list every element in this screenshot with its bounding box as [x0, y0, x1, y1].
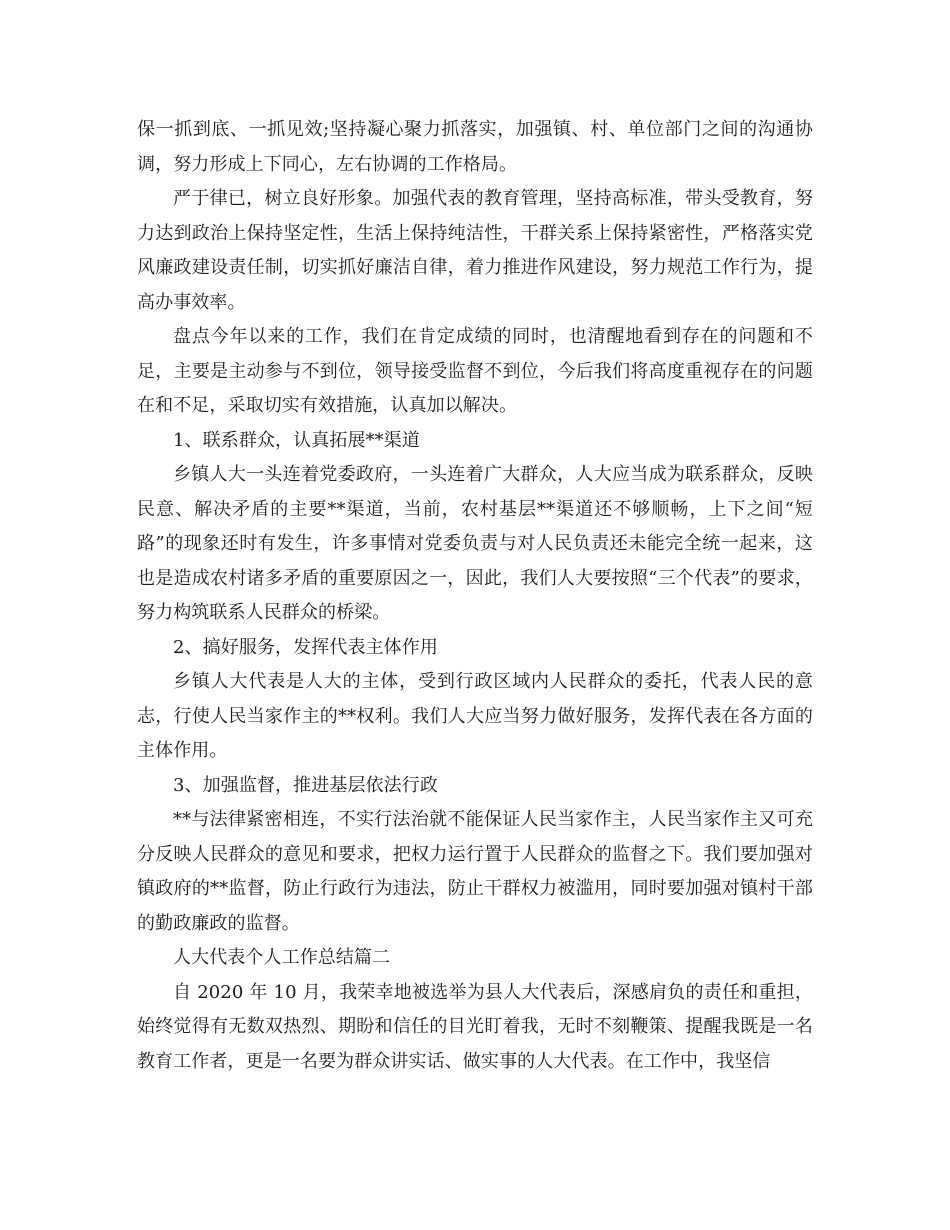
section-heading-1: 1、联系群众，认真拓展**渠道	[173, 429, 420, 451]
article-title-part-two: 人大代表个人工作总结篇二	[173, 947, 391, 968]
section-heading-2: 2、搞好服务，发挥代表主体作用	[173, 636, 438, 658]
paragraph-section-1: 乡镇人大一头连着党委政府，一头连着广大群众，人大应当成为联系群众，反映民意、解决矛盾的主要**渠道，当前，农村基层**渠道还不够顺畅，上下之间“短路”的现象还时有发生，许多事情对党委负责与对人民负责还未能完全统一起来，这也是造成农村诸多矛盾的重要原因之一，因此，我们人大要按照“三个代表”的要求，努力构筑联系人民群众的桥梁。	[137, 464, 813, 623]
paragraph-section-3: **与法律紧密相连，不实行法治就不能保证人民当家作主，人民当家作主又可充分反映人民群众的意见和要求，把权力运行置于人民群众的监督之下。我们要加强对镇政府的**监督，防止行政行为违法，防止干群权力被滥用，同时要加强对镇村干部的勤政廉政的监督。	[137, 809, 813, 934]
section-heading-3: 3、加强监督，推进基层依法行政	[173, 774, 438, 796]
paragraph-review: 盘点今年以来的工作，我们在肯定成绩的同时，也清醒地看到存在的问题和不足，主要是主动参与不到位，领导接受监督不到位，今后我们将高度重视存在的问题在和不足，采取切实有效措施，认真加以解决。	[137, 326, 813, 416]
paragraph-self-discipline: 严于律已，树立良好形象。加强代表的教育管理，坚持高标准，带头受教育，努力达到政治上保持坚定性，生活上保持纯洁性，干群关系上保持紧密性，严格落实党风廉政建设责任制，切实抓好廉洁自律，着力推进作风建设，努力规范工作行为，提高办事效率。	[137, 188, 813, 313]
paragraph-section-2: 乡镇人大代表是人大的主体，受到行政区域内人民群众的委托，代表人民的意志，行使人民当家作主的**权利。我们人大应当努力做好服务，发挥代表在各方面的主体作用。	[137, 671, 813, 761]
paragraph-part-two-intro: 自 2020 年 10 月，我荣幸地被选举为县人大代表后，深感肩负的责任和重担，始终觉得有无数双热烈、期盼和信任的目光盯着我，无时不刻鞭策、提醒我既是一名教育工作者，更是一名要为群众讲实话、做实事的人大代表。在工作中，我坚信	[137, 981, 813, 1072]
paragraph-continuation: 保一抓到底、一抓见效;坚持凝心聚力抓落实，加强镇、村、单位部门之间的沟通协调，努力形成上下同心，左右协调的工作格局。	[137, 119, 813, 175]
document-body	[137, 113, 813, 1079]
